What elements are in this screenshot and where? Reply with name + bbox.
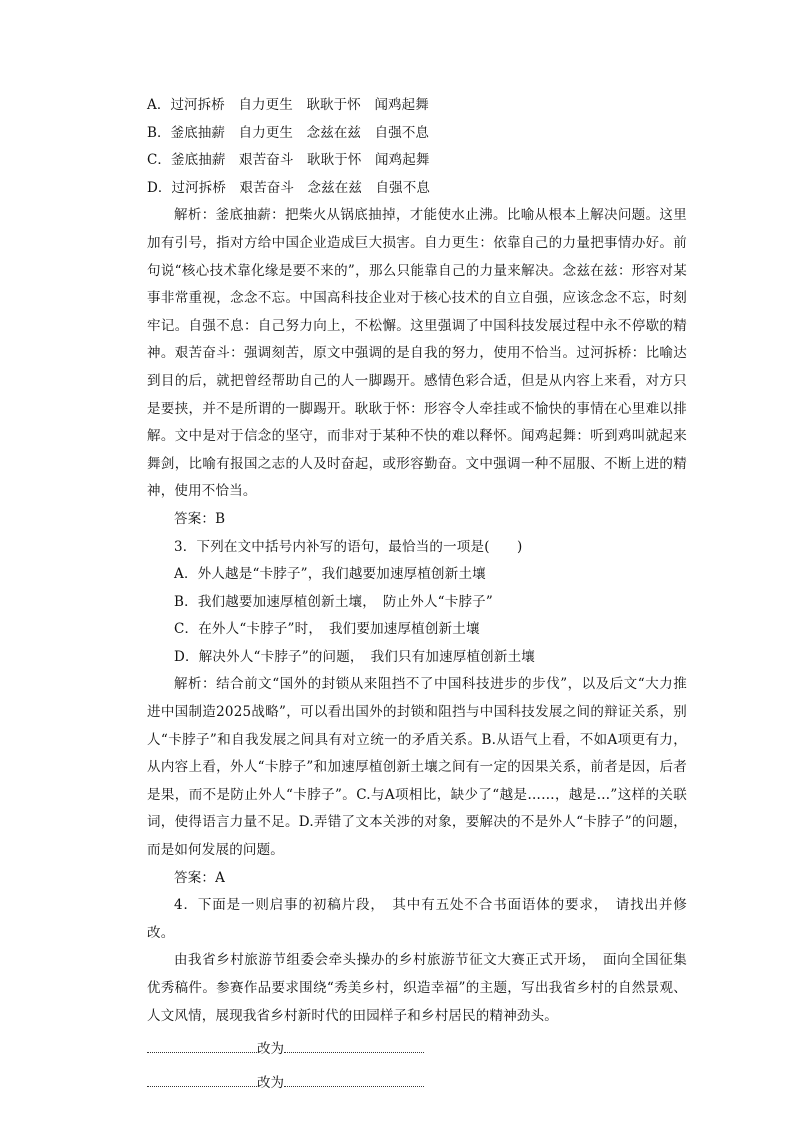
q4-fill-label-1: 改为 (257, 1041, 284, 1058)
q4-text: 由我省乡村旅游节组委会牵头操办的乡村旅游节征文大赛正式开场， 面向全国征集优秀稿件。参赛作品要求围绕“秀美乡村，织造幸福”的主题，写出我省乡村的自然景观、人文风情，展现我省乡村新时代的田园样子和乡村居民的精神劲头。 (147, 952, 687, 1024)
q3-option-a: A．外人越是“卡脖子”，我们越要加速厚植创新土壤 (174, 566, 486, 583)
q2-option-c: C．釜底抽薪 艰苦奋斗 耿耿于怀 闻鸡起舞 (147, 152, 430, 169)
q3-stem: 3．下列在文中括号内补写的语句，最恰当的一项是( ) (174, 538, 523, 555)
q2-option-a: A．过河拆桥 自力更生 耿耿于怀 闻鸡起舞 (147, 97, 429, 113)
q4-blank-original-1[interactable] (147, 1038, 257, 1053)
q3-analysis: 解析：结合前文“国外的封锁从来阻挡不了中国科技进步的步伐”，以及后文“大力推进中国制造2025战略”，可以看出国外的封锁和阻挡与中国科技发展之间的辩证关系，别人“卡脖子”和自我发展之间具有对立统一的矛盾关系。B.从语气上看，不如A项更有力，从内容上看，外人“卡脖子”和加速厚植创新土壤之间有一定的因果关系，前者是因，后者是果，而不是防止外人“卡脖子”。C.与A项相比，缺少了“越是……，越是…”这样的关联词，使得语言力量不足。D.弄错了文本关涉的对象，要解决的不是外人“卡脖子”的问题，而是如何发展的问题。 (147, 676, 687, 859)
q2-option-b: B．釜底抽薪 自力更生 念兹在兹 自强不息 (147, 124, 430, 141)
q2-answer: 答案：B (174, 510, 226, 527)
q3-option-c: C．在外人“卡脖子”时， 我们要加速厚植创新土壤 (174, 621, 480, 638)
q2-analysis: 解析：釜底抽薪：把柴火从锅底抽掉，才能使水止沸。比喻从根本上解决问题。这里加有引号，指对方给中国企业造成巨大损害。自力更生：依靠自己的力量把事情办好。前句说“核心技术靠化缘是要不来的”，那么只能靠自己的力量来解决。念兹在兹：形容对某事非常重视，念念不忘。中国高科技企业对于核心技术的自立自强，应该念念不忘，时刻牢记。自强不息：自己努力向上，不松懈。这里强调了中国科技发展过程中永不停歇的精神。艰苦奋斗：强调刻苦，原文中强调的是自我的努力，使用不恰当。过河拆桥：比喻达到目的后，就把曾经帮助自己的人一脚踢开。感情色彩合适，但是从内容上来看，对方只是要挟，并不是所谓的一脚踢开。耿耿于怀：形容令人牵挂或不愉快的事情在心里难以排解。文中是对于信念的坚守，而非对于某种不快的难以释怀。闻鸡起舞：听到鸡叫就起来舞剑，比喻有报国之志的人及时奋起，或形容勤奋。文中强调一种不屈服、不断上进的精神，使用不恰当。 (147, 207, 687, 500)
q4-fill-row-1 (147, 1036, 687, 1064)
q3-option-b: B．我们越要加速厚植创新土壤， 防止外人“卡脖子” (174, 593, 493, 610)
q4-fill-row-2 (147, 1070, 687, 1098)
q4-blank-revised-2[interactable] (284, 1072, 424, 1087)
q4-blank-original-2[interactable] (147, 1072, 257, 1087)
q3-answer: 答案：A (174, 869, 226, 886)
q2-option-d: D．过河拆桥 艰苦奋斗 念兹在兹 自强不息 (147, 179, 430, 196)
q4-stem: 4．下面是一则启事的初稿片段， 其中有五处不合书面语体的要求， 请找出并修改。 (147, 897, 687, 941)
q4-fill-label-2: 改为 (257, 1074, 284, 1091)
q3-option-d: D．解决外人“卡脖子”的问题， 我们只有加速厚植创新土壤 (174, 648, 535, 665)
document-content (147, 92, 687, 1097)
q4-blank-revised-1[interactable] (284, 1038, 424, 1053)
